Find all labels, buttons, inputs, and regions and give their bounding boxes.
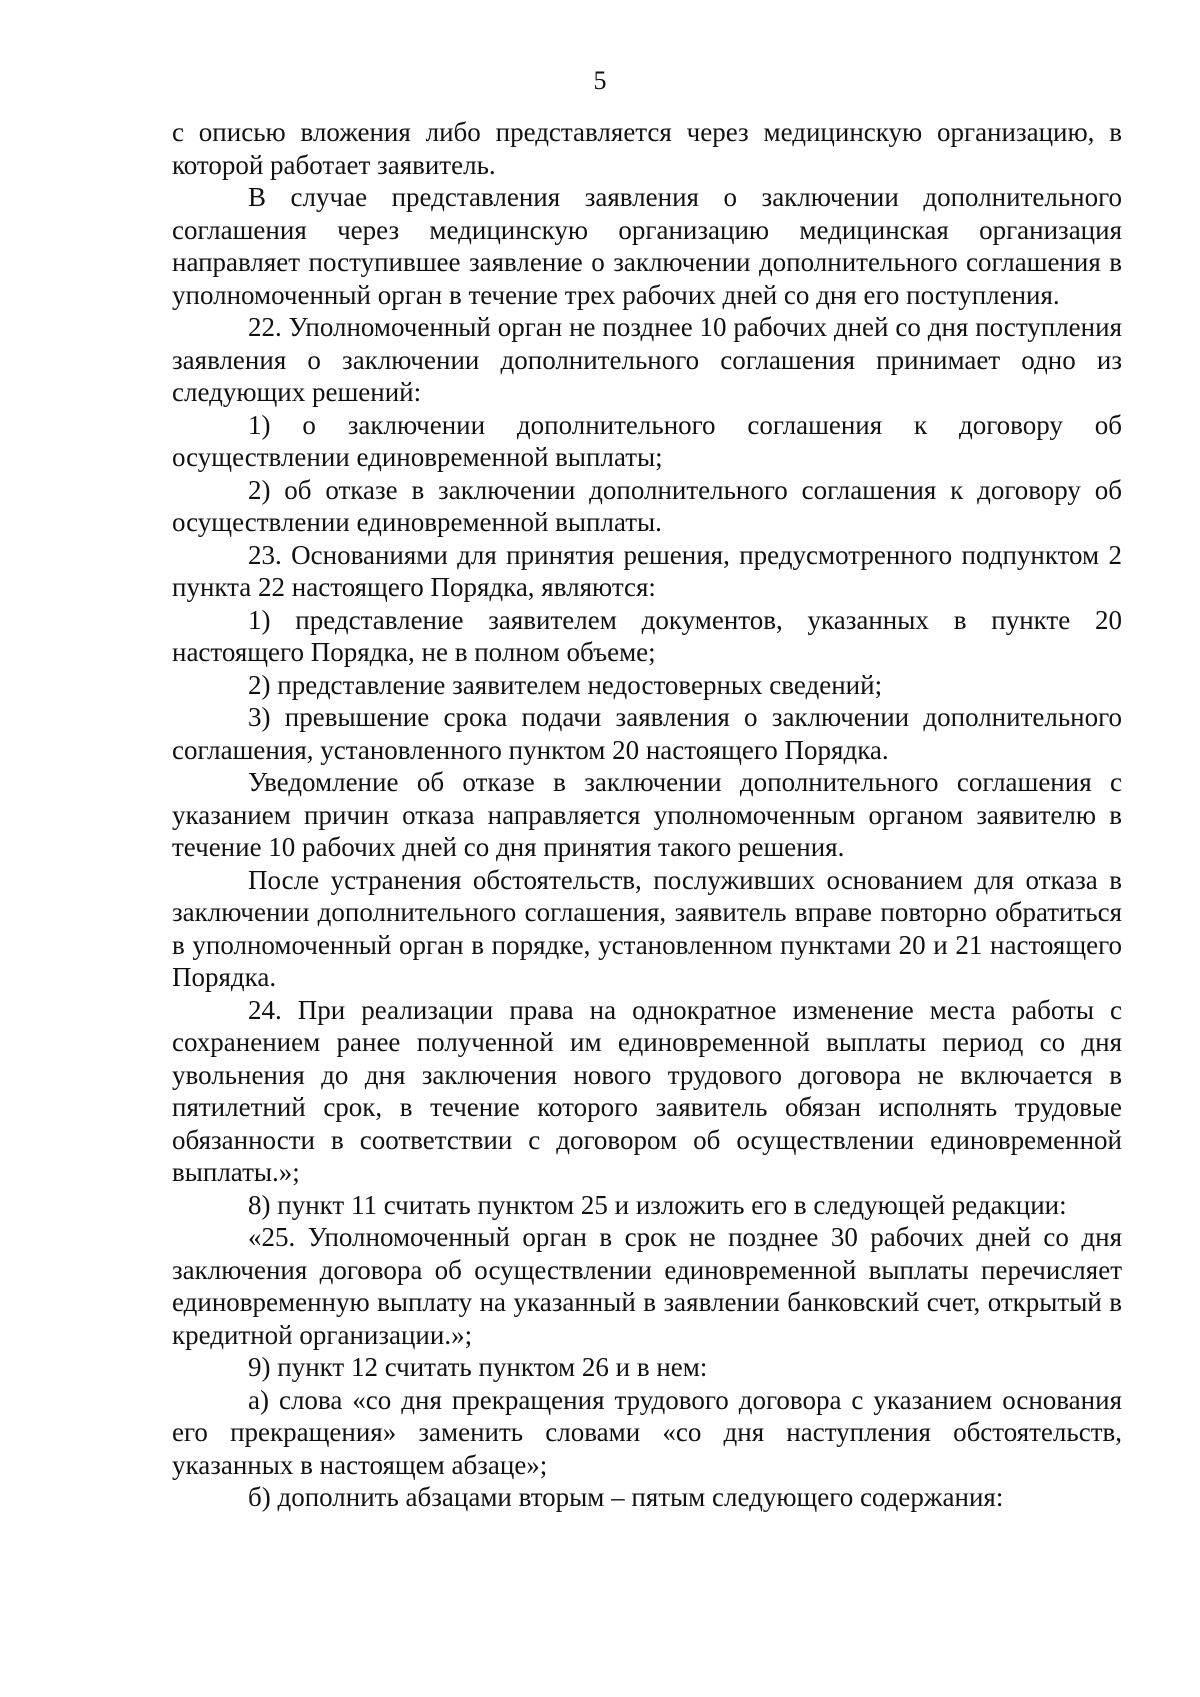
paragraph-clause-23: 23. Основаниями для принятия решения, предусмотренного подпунктом 2 пункта 22 настоящего Порядка, являются: [172,539,1122,602]
paragraph-clause-24: 24. При реализации права на однократное изменение места работы с сохранением ранее полученной им единовременной выплаты период со дня увольнения до дня заключения нового трудового договора не включается в пятилетний срок, в течение которого заявитель обязан исполнять трудовые обязанности в соответствии с договором об осуществлении единовременной выплаты.»; [172,994,1122,1187]
paragraph-amendment-9-b: б) дополнить абзацами вторым – пятым следующего содержания: [248,1482,1004,1512]
paragraph-submission-via-organization: В случае представления заявления о заключении дополнительного соглашения через медицинскую организацию медицинская организация направляет поступившее заявление о заключении дополнительного соглашения в уполномоченный орган в течение трех рабочих дней со дня его поступления. [172,182,1122,310]
paragraph-clause-22: 22. Уполномоченный орган не позднее 10 рабочих дней со дня поступления заявления о заключении дополнительного соглашения принимает одно из следующих решений: [172,312,1122,407]
paragraph-clause-22-item-1: 1) о заключении дополнительного соглашения к договору об осуществлении единовременной выплаты; [172,409,1122,472]
page-number: 5 [593,66,607,95]
paragraph-clause-23-item-1: 1) представление заявителем документов, указанных в пункте 20 настоящего Порядка, не в полном объеме; [172,604,1122,667]
paragraph-amendment-9-a: а) слова «со дня прекращения трудового договора с указанием основания его прекращения» заменить словами «со дня наступления обстоятельств, указанных в настоящем абзаце»; [172,1384,1122,1480]
paragraph-amendment-8: 8) пункт 11 считать пунктом 25 и изложить его в следующей редакции: [248,1189,1067,1220]
paragraph-reapplication: После устранения обстоятельств, послуживших основанием для отказа в заключении дополнительного соглашения, заявитель вправе повторно обратиться в уполномоченный орган в порядке, установленном пунктами 20 и 21 настоящего Порядка. [172,864,1122,992]
paragraph-amendment-9: 9) пункт 12 считать пунктом 26 и в нем: [248,1352,708,1382]
paragraph-refusal-notice: Уведомление об отказе в заключении дополнительного соглашения с указанием причин отказа направляется уполномоченным органом заявителю в течение 10 рабочих дней со дня принятия такого решения. [172,767,1122,862]
paragraph-clause-22-item-2: 2) об отказе в заключении дополнительного соглашения к договору об осуществлении единовременной выплаты. [172,474,1122,537]
paragraph-clause-23-item-2: 2) представление заявителем недостоверных сведений; [248,669,883,700]
paragraph-clause-23-item-3: 3) превышение срока подачи заявления о заключении дополнительного соглашения, установленного пунктом 20 настоящего Порядка. [172,702,1122,765]
document-body [172,116,1122,1514]
paragraph-continuation: с описью вложения либо представляется через медицинскую организацию, в которой работает заявитель. [172,117,1122,180]
paragraph-clause-25: «25. Уполномоченный орган в срок не позднее 30 рабочих дней со дня заключения договора об осуществлении единовременной выплаты перечисляет единовременную выплату на указанный в заявлении банковский счет, открытый в кредитной организации.»; [172,1222,1122,1350]
